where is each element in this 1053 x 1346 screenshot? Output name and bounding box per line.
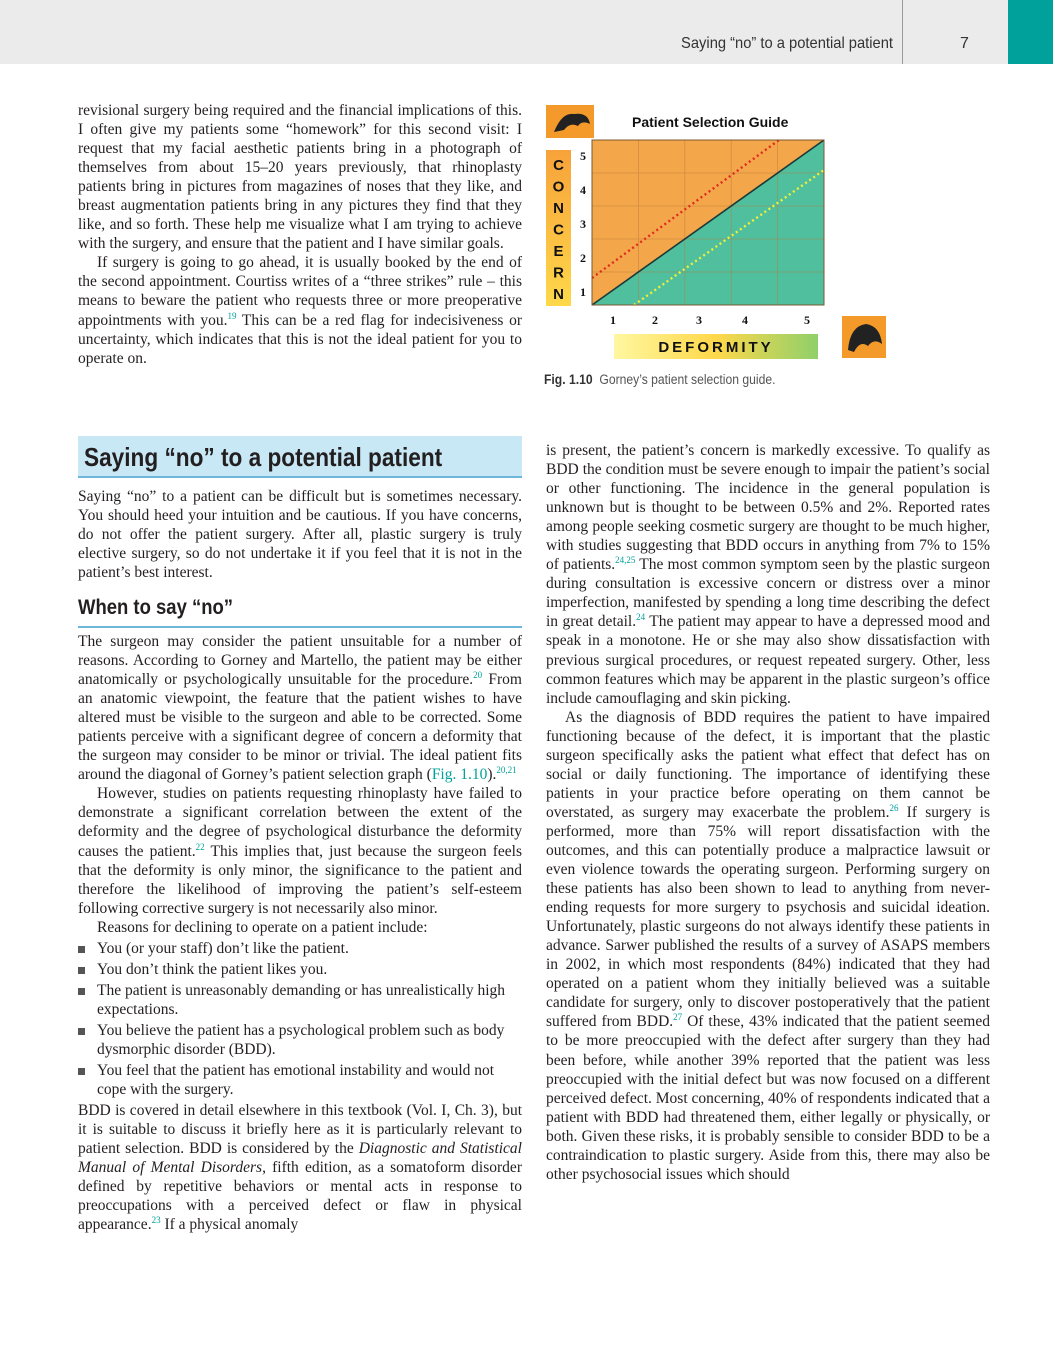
section-heading-box xyxy=(78,436,522,478)
paragraph: If surgery is going to go ahead, it is usually booked by the end of the second appointment. Courtiss writes of a “three strikes” rule – this means to beware the patient who requests three or more preoperative appointments with you.$^{19}$ This can be a red flag for indecisiveness or uncertainty, which indicates that this is not the ideal patient for you to operate on. xyxy=(78,254,523,367)
paragraph: The surgeon may consider the patient unsuitable for a number of reasons. According to Gorney and Martello, the patient may be either anatomically or psychologically unsuitable for the procedure.$^{20}$ From an anatomic viewpoint, the feature that the patient wishes to have altered must be visible to the surgeon and able to be corrected. Some patients perceive with a significant degree of concern a deformity that the surgeon may consider to be minor or trivial. The ideal patient fits around the diagonal of Gorney’s patient selection graph (Fig. 1.10).$^{20,21}$ xyxy=(78,633,522,784)
paragraph: BDD is covered in detail elsewhere in this textbook (Vol. I, Ch. 3), but it is suitable to discuss it briefly here as it is particularly relevant to patient selection. BDD is considered by the Diagnostic and Statistical Manual of Mental Disorders, fifth edition, as a somatoform disorder defined by repetitive behaviors or mental acts in response to preoccupations with a perceived defect or flaw in physical appearance.$^{23}$ If a physical anomaly xyxy=(78,1102,522,1234)
concern-axis-label xyxy=(553,157,565,303)
y-tick-label: 2 xyxy=(580,251,586,265)
y-ticks xyxy=(580,149,586,299)
concern-letter: N xyxy=(553,200,564,217)
list-item: The patient is unreasonably demanding or has unrealistically high expectations. xyxy=(78,981,522,1019)
figure-link[interactable]: Fig. 1.10 xyxy=(431,766,488,784)
concern-letter: E xyxy=(553,243,564,260)
worried-face-icon xyxy=(546,105,594,138)
col1-top-text xyxy=(78,101,522,368)
reference: 24 xyxy=(636,612,646,623)
header-divider xyxy=(902,0,903,64)
paragraph: As the diagnosis of BDD requires the patient to have impaired functioning because of the defect, it is important that the plastic surgeon specifically asks the patient what effect that defect has on social or daily functioning. The importance of identifying these patients in your practice before operating on them cannot be overstated, as surgery may exacerbate the problem.$^{26}$ If surgery is performed, more than 75% will report dissatisfaction with the outcomes, and this can potentially produce a malpractice lawsuit or even violence towards the operating surgeon. Performing surgery on these patients has also been shown to lead to anything from never-ending requests for more surgery to psychosis and suicidal ideation. Unfortunately, plastic surgeons do not always identify these patients in advance. Sarwer published the results of a survey of ASAPS members in 2002, in which most respondents (84%) indicated that they had operated on a patient whom they initially believed was a suitable candidate for surgery, only to discover postoperatively that the patient suffered from BDD.$^{27}$ Of these, 43% indicated that the patient seemed to be more preoccupied with the defect after surgery than they had been before, while another 39% reported that the patient was less preoccupied with the initial defect but was now focused on a different perceived defect. Most concerning, 40% of respondents indicated that a patient with BDD had threatened them, either legally or physically, or both. Given these risks, it is probably sensible to consider BDD to be a contraindication to plastic surgery. Aside from this, there may also be other psychosocial issues which should xyxy=(546,708,990,1183)
y-tick-label: 5 xyxy=(580,149,586,163)
reference: 24,25 xyxy=(615,555,636,566)
col2-body xyxy=(546,441,990,1184)
paragraph: However, studies on patients requesting rhinoplasty have failed to demonstrate a significant correlation between the extent of the deformity and the degree of psychological disturbance the deformity causes the patient.$^{22}$ This implies that, just because the surgeon feels that the deformity is only minor, the significance to the patient and therefore the likelihood of improving the patient’s self-esteem following corrective surgery is not necessarily also minor. xyxy=(78,785,522,917)
concern-letter: C xyxy=(553,221,564,239)
x-ticks xyxy=(610,313,810,327)
page-number: 7 xyxy=(960,35,969,52)
deformity-axis-label: DEFORMITY xyxy=(658,339,774,356)
reference: 20 xyxy=(473,670,483,681)
y-tick-label: 4 xyxy=(580,183,586,197)
subheading: When to say “no” xyxy=(78,596,234,619)
list-item: You (or your staff) don’t like the patient. xyxy=(78,939,522,958)
reference: 22 xyxy=(195,841,205,852)
paragraph: Reasons for declining to operate on a patient include: xyxy=(97,918,428,936)
y-tick-label: 1 xyxy=(580,285,586,299)
concern-letter: R xyxy=(553,264,564,282)
caption-label: Fig. 1.10 xyxy=(544,372,593,387)
x-tick-label: 3 xyxy=(696,313,702,327)
figure-caption xyxy=(544,372,775,387)
reference: 20,21 xyxy=(496,765,517,776)
subheading-rule xyxy=(78,626,522,628)
list-item: You don’t think the patient likes you. xyxy=(78,960,522,979)
col1-body xyxy=(78,632,522,1234)
reference: 27 xyxy=(673,1012,683,1023)
paragraph: revisional surgery being required and the financial implications of this. I often give my patients some “homework” for this second visit: I request that my facial aesthetic patients bring in a photograph of themselves from about 15–20 years previously, that rhinoplasty patients bring in pictures from magazines of noses that they like, and breast augmentation patients bring in any pictures they find that they like, and so forth. These help me visualize what I am trying to achieve with the surgery, and ensure that the patient and I have similar goals. xyxy=(78,102,522,253)
reasons-list xyxy=(78,939,522,1099)
x-tick-label: 5 xyxy=(804,313,810,327)
concern-letter: N xyxy=(553,286,564,303)
page-header xyxy=(0,0,1053,64)
x-tick-label: 1 xyxy=(610,313,616,327)
figure-title: Patient Selection Guide xyxy=(632,114,789,130)
reference: 19 xyxy=(227,310,237,321)
chapter-tab xyxy=(1008,0,1053,64)
reference: 23 xyxy=(151,1215,161,1226)
list-item: You believe the patient has a psychological problem such as body dysmorphic disorder (BDD). xyxy=(78,1021,522,1059)
concern-letter: O xyxy=(552,178,565,196)
paragraph: Saying “no” to a patient can be difficult but is sometimes necessary. You should heed your intuition and be cautious. If you have concerns, do not offer the patient surgery. After all, plastic surgery is truly elective surgery, so do not undertake it if you feel that it is not in the patient’s best interest. xyxy=(78,488,522,582)
reference: 26 xyxy=(889,802,899,813)
x-tick-label: 4 xyxy=(742,313,748,327)
patient-selection-figure xyxy=(544,100,894,390)
paragraph: is present, the patient’s concern is markedly excessive. To qualify as BDD the condition must be severe enough to impair the patient’s social or other functioning. The incidence in the general population is unknown but is thought to be between 0.5% and 2%. Reported rates among people seeking cosmetic surgery are thought to be much higher, with studies suggesting that BDD occurs in anything from 7% to 15% of patients.$^{24,25}$ The most common symptom seen by the plastic surgeon during consultation is excessive concern or distress over a minor imperfection, manifested by spending a long time describing the defect in great detail.$^{24}$ The patient may appear to have a depressed mood and speak in a monotone. He or she may also show dissatisfaction with previous surgical procedures, or request repeated surgery. Other, less common features which may be apparent in the plastic surgeon’s office include camouflaging and skin picking. xyxy=(546,442,991,707)
list-item: You feel that the patient has emotional instability and would not cope with the surgery. xyxy=(78,1061,522,1099)
concern-letter: C xyxy=(553,157,564,174)
section-intro xyxy=(78,487,522,582)
distressed-face-icon xyxy=(842,316,886,358)
patient-selection-chart xyxy=(544,100,894,390)
running-title: Saying “no” to a potential patient xyxy=(681,35,893,52)
y-tick-label: 3 xyxy=(580,217,586,231)
caption-text: Gorney’s patient selection guide. xyxy=(599,372,776,387)
x-tick-label: 2 xyxy=(652,313,658,327)
section-heading: Saying “no” to a potential patient xyxy=(84,442,443,472)
